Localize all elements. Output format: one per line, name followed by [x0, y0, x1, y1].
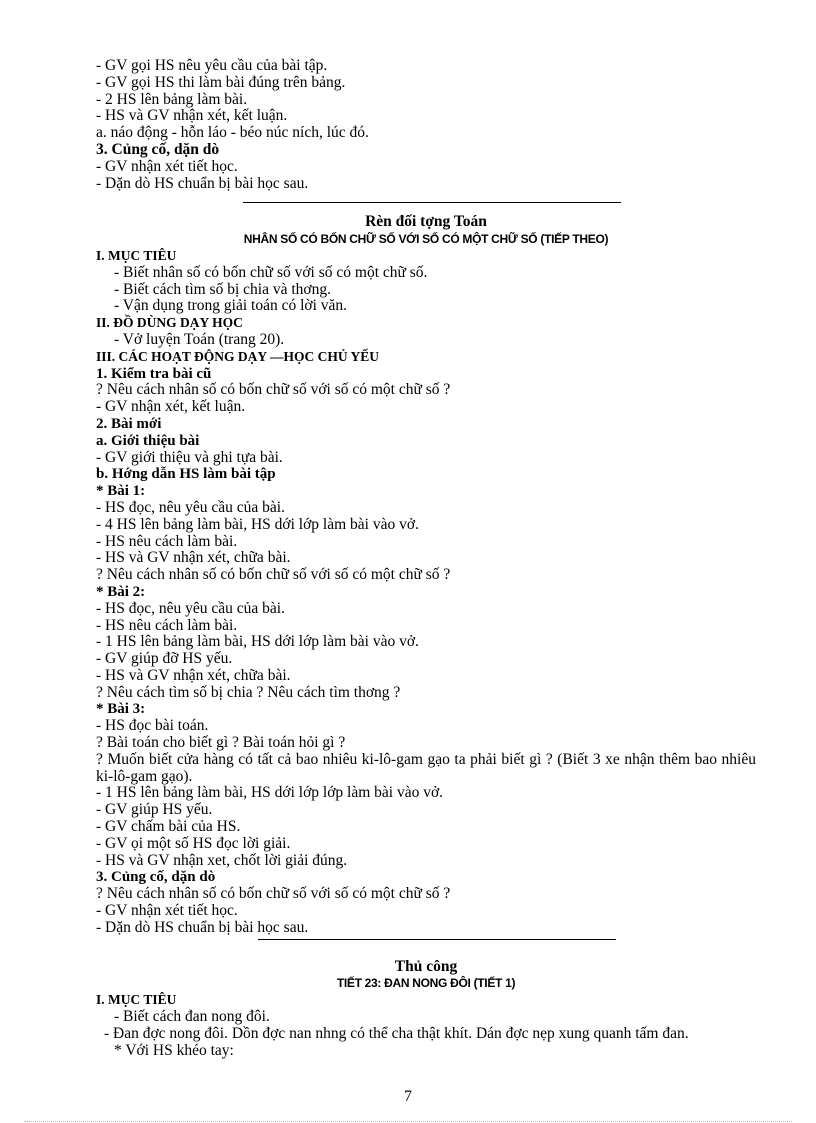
exercise-heading: * Bài 3: [96, 701, 146, 718]
subsection-heading: 1. Kiểm tra bài cũ [96, 365, 212, 382]
text-line: ? Nêu cách nhân số có bốn chữ số với số có một chữ số ? [96, 381, 451, 399]
section-heading: II. ĐỒ DÙNG DẠY HỌC [96, 315, 243, 331]
text-line: - GV nhận xét, kết luận. [96, 398, 246, 416]
text-line: - HS đọc, nêu yêu cầu của bài. [96, 599, 285, 617]
text-line: - HS nêu cách làm bài. [96, 616, 238, 634]
section-divider [258, 939, 616, 940]
text-line: - HS và GV nhận xét, chữa bài. [96, 666, 291, 684]
section-heading: I. MỤC TIÊU [96, 247, 177, 263]
text-line: - GV gọi HS thi làm bài đúng trên bảng. [96, 73, 346, 91]
page-content [96, 58, 756, 1059]
text-line: * Với HS khéo tay: [114, 1041, 234, 1059]
text-line: - Biết cách đan nong đôi. [114, 1008, 270, 1026]
text-line: ? Bài toán cho biết gì ? Bài toán hỏi gì ? [96, 734, 346, 752]
text-line: - 1 HS lên bảng làm bài, HS dới lớp làm bài vào vở. [96, 633, 419, 651]
text-line: - Biết nhân số có bốn chữ số với số có một chữ số. [114, 263, 428, 281]
section-heading: III. CÁC HOẠT ĐỘNG DẠY —HỌC CHỦ YẾU [96, 348, 380, 364]
text-line: - GV chấm bài của HS. [96, 818, 241, 836]
text-line: - GV ọi một số HS đọc lời giải. [96, 834, 291, 852]
page-number: 7 [404, 1088, 412, 1105]
text-line: - Dặn dò HS chuẩn bị bài học sau. [96, 918, 309, 936]
lesson-subtitle: TIẾT 23: ĐAN NONG ĐÔI (TIẾT 1) [336, 976, 516, 991]
lesson-title: Thủ công [394, 957, 458, 975]
text-line: - GV giới thiệu và ghi tựa bài. [96, 448, 283, 466]
text-line: - 1 HS lên bảng làm bài, HS dới lớp lớp làm bài vào vở. [96, 784, 444, 802]
exercise-heading: * Bài 1: [96, 483, 146, 500]
exercise-heading: * Bài 2: [96, 583, 146, 600]
text-line: - Vở luyện Toán (trang 20). [114, 330, 285, 348]
text-line: ? Nêu cách nhân số có bốn chữ số với số có một chữ số ? [96, 566, 451, 584]
text-line: a. náo động - hỗn láo - béo núc ních, lúc đó. [96, 124, 369, 142]
text-line: ? Nêu cách tìm số bị chia ? Nêu cách tìm thơng ? [96, 683, 401, 701]
text-paragraph: - Đan đợc nong đôi. Dồn đợc nan nhng có thể cha thật khít. Dán đợc nẹp xung quanh tấm đan. [104, 1024, 689, 1042]
text-line: - Vận dụng trong giải toán có lời văn. [114, 297, 348, 315]
text-line: - HS đọc, nêu yêu cầu của bài. [96, 498, 285, 516]
subsection-heading: a. Giới thiệu bài [96, 432, 200, 449]
text-line: - GV nhận xét tiết học. [96, 902, 238, 920]
section-heading: 3. Củng cố, dặn dò [96, 869, 216, 886]
text-line: - HS đọc bài toán. [96, 717, 209, 735]
text-line: - 4 HS lên bảng làm bài, HS dới lớp làm bài vào vở. [96, 515, 419, 533]
text-line: - HS nêu cách làm bài. [96, 532, 238, 550]
text-line: - GV giúp đỡ HS yếu. [96, 650, 233, 668]
section-heading: I. MỤC TIÊU [96, 992, 177, 1008]
text-line: - GV gọi HS nêu yêu cầu của bài tập. [96, 57, 328, 74]
text-line: - GV giúp HS yếu. [96, 801, 213, 819]
text-line: - GV nhận xét tiết học. [96, 157, 238, 175]
text-paragraph: ? Muốn biết cửa hàng có tất cả bao nhiêu ki-lô-gam gạo ta phải biết gì ? (Biết 3 xe nhận thêm bao nhiêu ki-lô-gam gạo). [96, 750, 756, 785]
text-line: ? Nêu cách nhân số có bốn chữ số với số có một chữ số ? [96, 885, 451, 903]
text-line: - HS và GV nhận xet, chốt lời giải đúng. [96, 851, 348, 869]
section-divider [243, 202, 621, 203]
lesson-subtitle: NHÂN SỐ CÓ BỐN CHỮ SỐ VỚI SỐ CÓ MỘT CHỮ SỐ (TIẾP THEO) [243, 232, 609, 247]
text-line: - Dặn dò HS chuẩn bị bài học sau. [96, 174, 309, 192]
subsection-heading: 2. Bài mới [96, 415, 162, 432]
text-line: - HS và GV nhận xét, chữa bài. [96, 549, 291, 567]
text-line: - HS và GV nhận xét, kết luận. [96, 107, 288, 125]
section-heading: 3. Củng cố, dặn dò [96, 140, 220, 158]
subsection-heading: b. Hớng dẫn HS làm bài tập [96, 466, 276, 483]
page-bottom-border [24, 1121, 792, 1122]
text-line: - Biết cách tìm số bị chia và thơng. [114, 280, 331, 298]
text-line: - 2 HS lên bảng làm bài. [96, 90, 248, 108]
lesson-title: Rèn đối tợng Toán [365, 213, 487, 231]
